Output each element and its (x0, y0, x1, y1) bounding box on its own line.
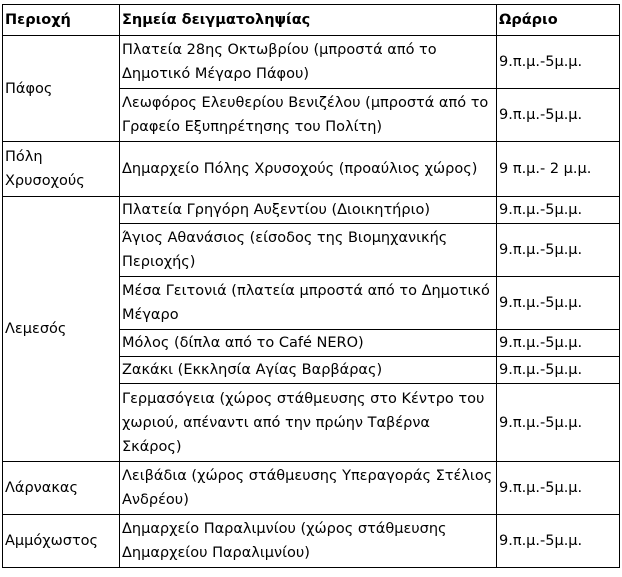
point-cell: Λειβάδια (χώρος στάθμευσης Υπεραγοράς Στέλιος Ανδρέου) (120, 462, 497, 515)
table-row (3, 197, 620, 224)
point-cell: Λεωφόρος Ελευθερίου Βενιζέλου (μπροστά από το Γραφείο Εξυπηρέτησης του Πολίτη) (120, 89, 497, 142)
region-cell-ammochostos: Αμμόχωστος (3, 515, 120, 568)
hours-cell: 9.π.μ.-5μ.μ. (497, 36, 620, 89)
hours-cell: 9.π.μ.-5μ.μ. (497, 89, 620, 142)
header-region: Περιοχή (3, 5, 120, 36)
point-cell: Γερμασόγεια (χώρος στάθμευσης στο Κέντρο του χωριού, απέναντι από την πρώην Ταβέρνα Σκάρος) (120, 384, 497, 462)
point-cell: Ζακάκι (Εκκλησία Αγίας Βαρβάρας) (120, 357, 497, 384)
region-cell-pafos: Πάφος (3, 36, 120, 142)
hours-cell: 9 π.μ.- 2 μ.μ. (497, 142, 620, 197)
point-cell: Πλατεία Γρηγόρη Αυξεντίου (Διοικητήριο) (120, 197, 497, 224)
region-cell-larnaka: Λάρνακας (3, 462, 120, 515)
hours-cell: 9.π.μ.-5μ.μ. (497, 277, 620, 330)
point-cell: Μέσα Γειτονιά (πλατεία μπροστά από το Δημοτικό Μέγαρο (120, 277, 497, 330)
header-points: Σημεία δειγματοληψίας (120, 5, 497, 36)
point-cell: Δημαρχείο Παραλιμνίου (χώρος στάθμευσης Δημαρχείου Παραλιμνίου) (120, 515, 497, 568)
point-cell: Άγιος Αθανάσιος (είσοδος της Βιομηχανικής Περιοχής) (120, 224, 497, 277)
hours-cell: 9.π.μ.-5μ.μ. (497, 330, 620, 357)
hours-cell: 9.π.μ.-5μ.μ. (497, 197, 620, 224)
sampling-points-table (2, 4, 620, 568)
table-row (3, 142, 620, 197)
hours-cell: 9.π.μ.-5μ.μ. (497, 462, 620, 515)
table-row (3, 36, 620, 89)
hours-cell: 9.π.μ.-5μ.μ. (497, 224, 620, 277)
hours-cell: 9.π.μ.-5μ.μ. (497, 384, 620, 462)
header-row (3, 5, 620, 36)
region-cell-polis: Πόλη Χρυσοχούς (3, 142, 120, 197)
point-cell: Δημαρχείο Πόλης Χρυσοχούς (προαύλιος χώρος) (120, 142, 497, 197)
hours-cell: 9.π.μ.-5μ.μ. (497, 515, 620, 568)
header-hours: Ωράριο (497, 5, 620, 36)
hours-cell: 9.π.μ.-5μ.μ. (497, 357, 620, 384)
region-cell-lemesos: Λεμεσός (3, 197, 120, 462)
table-row (3, 462, 620, 515)
point-cell: Μόλος (δίπλα από το Café NERO) (120, 330, 497, 357)
point-cell: Πλατεία 28ης Οκτωβρίου (μπροστά από το Δημοτικό Μέγαρο Πάφου) (120, 36, 497, 89)
table-row (3, 515, 620, 568)
